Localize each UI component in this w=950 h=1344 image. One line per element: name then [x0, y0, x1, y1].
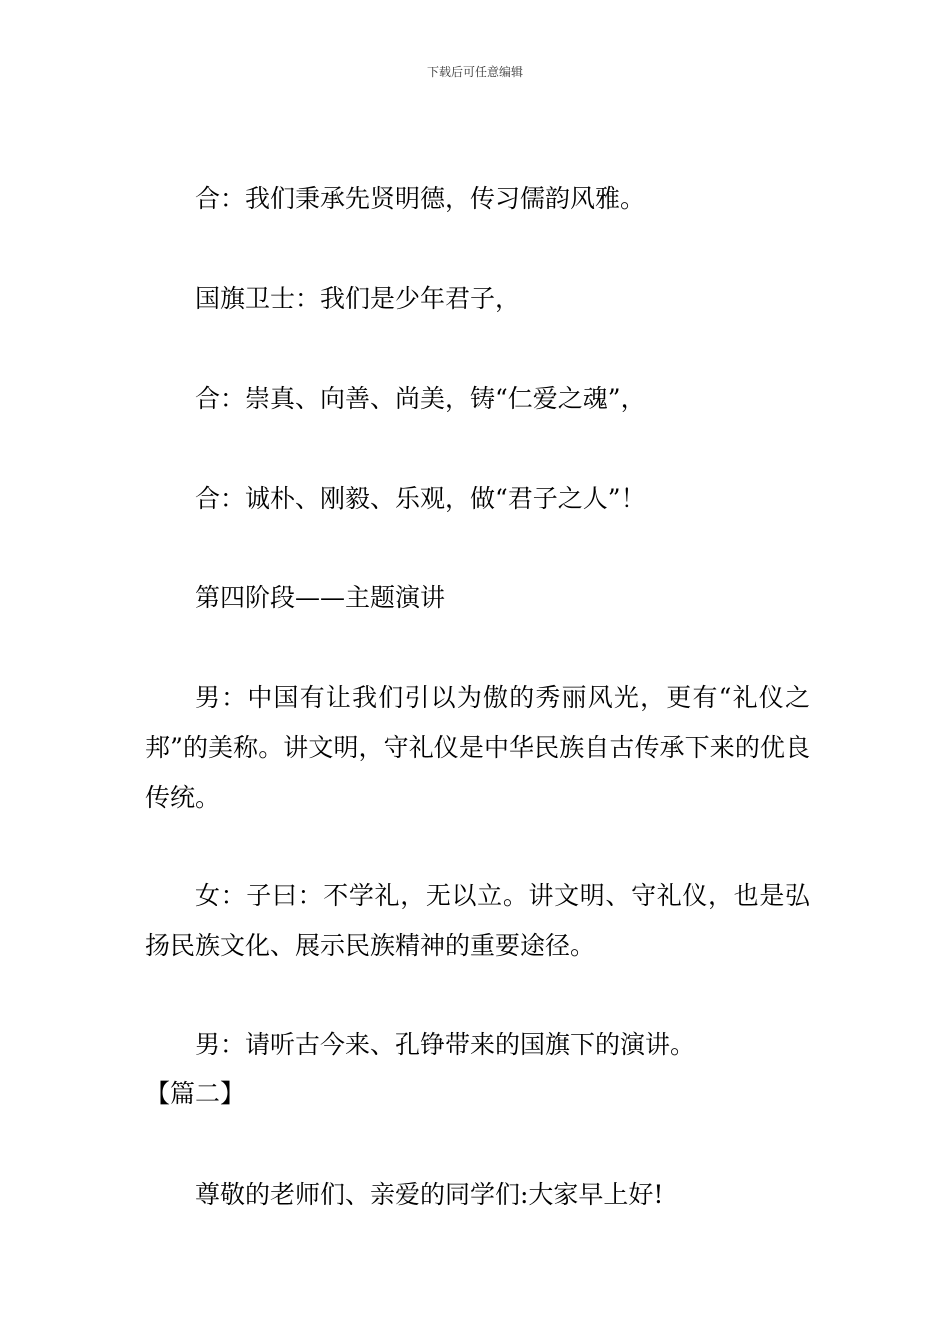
stage-heading: 第四阶段——主题演讲 — [195, 583, 446, 612]
text-line-6: 男：请听古今来、孔铮带来的国旗下的演讲。 — [195, 1030, 696, 1059]
page-header: 下载后可任意编辑 — [426, 65, 523, 79]
text-line-3: 合：崇真、向善、尚美，铸“仁爱之魂”， — [195, 384, 646, 413]
section-heading: 【篇二】 — [145, 1079, 246, 1108]
text-line-2: 国旗卫士：我们是少年君子， — [195, 284, 521, 313]
text-line-4: 合：诚朴、刚毅、乐观，做“君子之人”！ — [195, 484, 646, 513]
paragraph-female-1: 女：子曰：不学礼，无以立。讲文明、守礼仪，也是弘扬民族文化、展示民族精神的重要途径。 — [145, 881, 810, 960]
text-line-1: 合：我们秉承先贤明德，传习儒韵风雅。 — [195, 184, 646, 213]
paragraph-male-1: 男：中国有让我们引以为傲的秀丽风光，更有“礼仪之邦”的美称。讲文明，守礼仪是中华民族自古传承下来的优良传统。 — [145, 683, 810, 812]
greeting-line: 尊敬的老师们、亲爱的同学们:大家早上好! — [195, 1180, 664, 1209]
